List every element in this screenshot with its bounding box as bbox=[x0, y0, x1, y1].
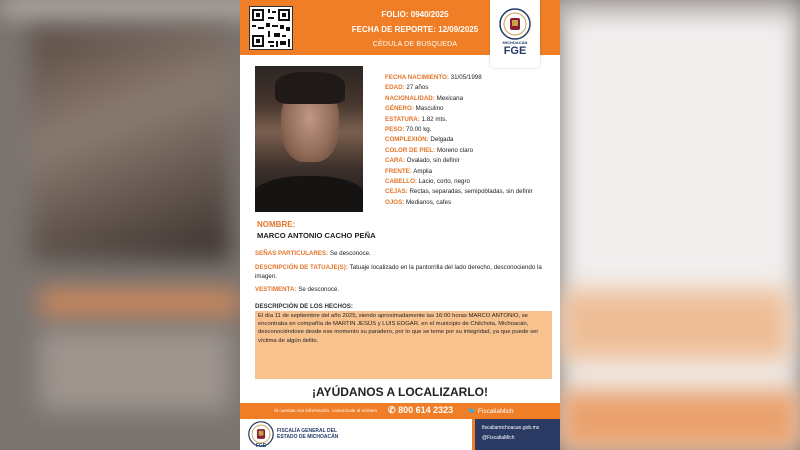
phone-icon: ✆ bbox=[388, 405, 396, 415]
detail-label: FECHA NACIMIENTO: bbox=[385, 74, 449, 81]
org-name bbox=[277, 428, 338, 440]
org-line-1: FISCALÍA GENERAL DEL bbox=[277, 428, 338, 434]
detail-label: GÉNERO: bbox=[385, 105, 414, 113]
person-name: MARCO ANTONIO CACHO PEÑA bbox=[257, 231, 376, 240]
detail-row bbox=[385, 94, 555, 104]
detail-row bbox=[385, 156, 555, 166]
detail-label: COLOR DE PIEL: bbox=[385, 146, 436, 154]
website-link[interactable]: fiscaliamichoacan.gob.mx bbox=[482, 425, 540, 431]
tatuaje-value: Tatuaje localizado en la pantorrilla del lado derecho, desconociendo la imagen. bbox=[255, 264, 542, 280]
detail-label: EDAD: bbox=[385, 84, 405, 92]
detail-value: Rectas, separadas, semipobladas, sin definir bbox=[409, 188, 533, 196]
detail-row bbox=[385, 115, 555, 125]
detail-row bbox=[385, 187, 555, 197]
footer-fge: FGE bbox=[255, 443, 267, 449]
detail-value: Mexicana bbox=[436, 94, 464, 102]
detail-row bbox=[385, 73, 555, 83]
detail-row bbox=[385, 104, 555, 114]
report-date: FECHA DE REPORTE: 12/09/2025 bbox=[351, 25, 479, 34]
phone-number[interactable] bbox=[388, 405, 453, 416]
senas-field bbox=[255, 250, 555, 259]
folio-number: FOLIO: 0940/2025 bbox=[381, 10, 449, 19]
logo-state: MICHOACÁN bbox=[502, 40, 528, 45]
details-list bbox=[385, 73, 555, 208]
detail-row bbox=[385, 135, 555, 145]
footer-links bbox=[472, 419, 560, 450]
logo-fge: FGE bbox=[503, 45, 527, 57]
detail-value: Moreno claro bbox=[436, 146, 474, 154]
detail-label: NACIONALIDAD: bbox=[385, 94, 435, 102]
seal-icon bbox=[499, 8, 531, 40]
phone-number-text: 800 614 2323 bbox=[398, 405, 454, 415]
hechos-text: El día 11 de septiembre del año 2025, siendo aproximadamente las 16:00 horas MARCO ANTONIO, se encontraba en compañía de MARTIN JESÚS y LUIS EDGAR, en el municipio de Chilchota, Michoacán, desconociéndose desde ese momento su paradero, por lo que se teme por su integridad, ya que puede ser víctima de algún delito. bbox=[255, 311, 552, 379]
detail-value: Amplia bbox=[413, 167, 433, 175]
detail-label: PESO: bbox=[385, 126, 405, 134]
detail-row bbox=[385, 177, 555, 187]
detail-label: CABELLO: bbox=[385, 178, 417, 186]
detail-value: Ovalado, sin definir bbox=[406, 157, 460, 165]
senas-value: Se desconoce. bbox=[329, 250, 371, 257]
hechos-label: DESCRIPCIÓN DE LOS HECHOS: bbox=[255, 303, 353, 310]
org-line-2: ESTADO DE MICHOACÁN bbox=[277, 434, 339, 440]
twitter-link[interactable] bbox=[468, 407, 514, 415]
detail-label: OJOS: bbox=[385, 198, 405, 206]
twitter-handle: FiscaliaMich bbox=[477, 408, 514, 415]
missing-person-poster bbox=[240, 0, 560, 450]
person-photo bbox=[255, 66, 363, 212]
detail-value: 1.82 mts. bbox=[421, 115, 448, 123]
detail-value: Masculino bbox=[415, 105, 444, 113]
detail-label: FRENTE: bbox=[385, 167, 412, 175]
footer-handle[interactable]: @FiscaliaMich bbox=[482, 435, 515, 441]
twitter-icon: 🐦 bbox=[468, 408, 477, 415]
detail-row bbox=[385, 83, 555, 93]
footer-org bbox=[240, 419, 472, 450]
vestimenta-value: Se desconoce. bbox=[298, 286, 340, 293]
detail-value: Lacio, corto, negro bbox=[418, 178, 470, 186]
detail-row bbox=[385, 167, 555, 177]
vestimenta-label: VESTIMENTA: bbox=[255, 286, 297, 293]
detail-value: Delgada bbox=[430, 136, 454, 144]
detail-value: 70.00 kg. bbox=[406, 126, 432, 134]
vestimenta-field bbox=[255, 286, 555, 295]
detail-row bbox=[385, 146, 555, 156]
detail-value: 31/05/1998 bbox=[450, 74, 482, 81]
detail-label: COMPLEXIÓN: bbox=[385, 136, 429, 144]
fge-logo bbox=[490, 0, 540, 68]
senas-label: SEÑAS PARTICULARES: bbox=[255, 250, 329, 257]
call-to-action: ¡AYÚDANOS A LOCALIZARLO! bbox=[312, 385, 488, 399]
card-title: CÉDULA DE BÚSQUEDA bbox=[372, 41, 458, 48]
detail-label: CEJAS: bbox=[385, 188, 408, 196]
detail-value: 27 años bbox=[406, 84, 429, 92]
detail-value: Medianos, cafes bbox=[406, 198, 452, 206]
detail-label: ESTATURA: bbox=[385, 115, 420, 123]
tatuaje-field bbox=[255, 264, 555, 281]
detail-row bbox=[385, 198, 555, 208]
tatuaje-label: DESCRIPCIÓN DE TATUAJE(S): bbox=[255, 264, 348, 271]
detail-label: CARA: bbox=[385, 157, 405, 165]
contact-text: Si cuentas con información, comunícate al número bbox=[274, 408, 378, 413]
name-label: NOMBRE: bbox=[257, 220, 296, 229]
detail-row bbox=[385, 125, 555, 135]
qr-code[interactable] bbox=[249, 6, 293, 50]
contact-bar bbox=[240, 403, 560, 419]
